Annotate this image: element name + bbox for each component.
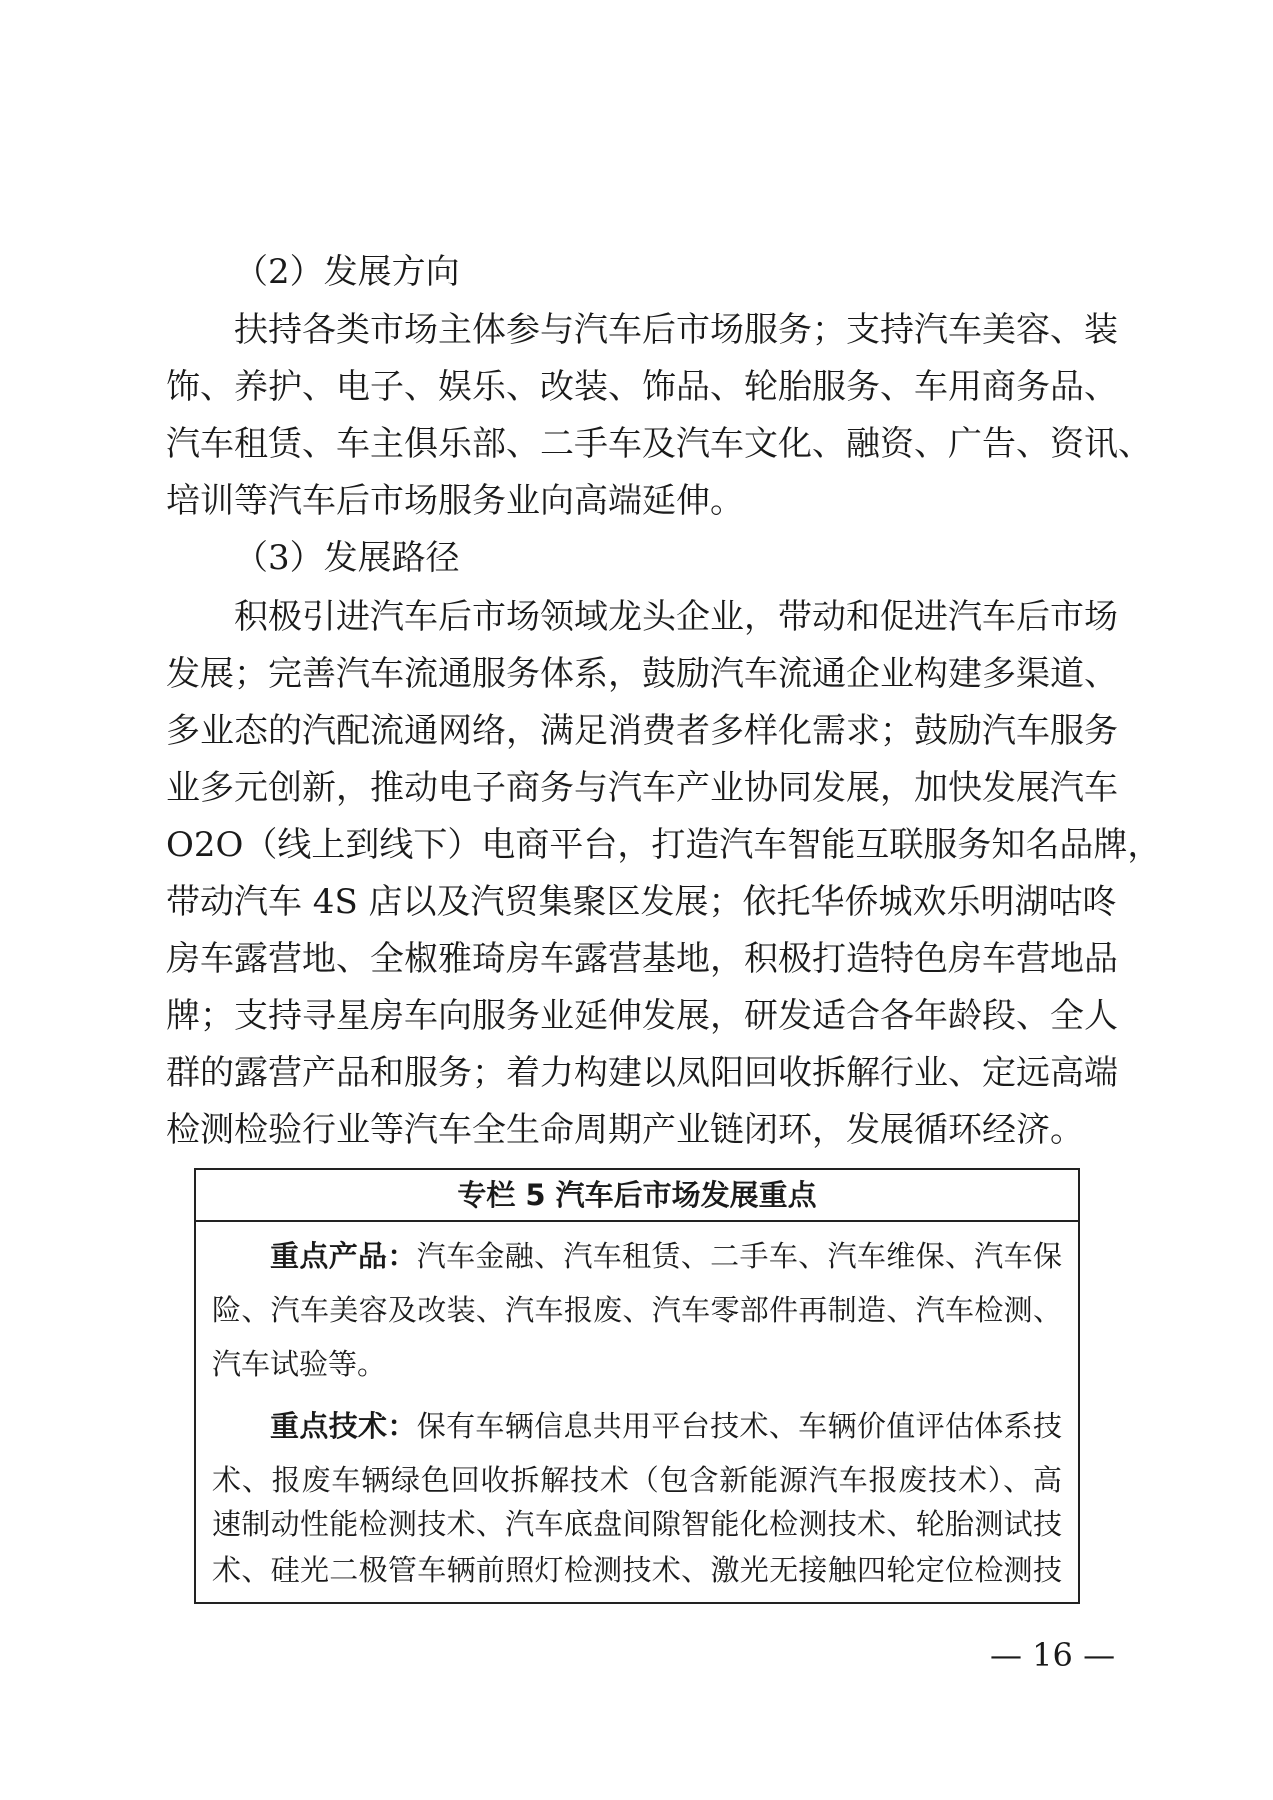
key-products-line <box>270 1236 1062 1276</box>
key-products-term: 重点产品： <box>270 1239 417 1273</box>
paragraph-line: 牌；支持寻星房车向服务业延伸发展，研发适合各年龄段、全人 <box>166 996 1118 1036</box>
key-products-line: 险、汽车美容及改装、汽车报废、汽车零部件再制造、汽车检测、 <box>212 1293 1062 1327</box>
paragraph-line: 检测检验行业等汽车全生命周期产业链闭环，发展循环经济。 <box>166 1110 1084 1150</box>
paragraph-line: 扶持各类市场主体参与汽车后市场服务；支持汽车美容、装 <box>234 310 1118 350</box>
key-products-line: 汽车试验等。 <box>212 1347 387 1381</box>
key-technologies-line <box>270 1406 1062 1446</box>
paragraph-line: 群的露营产品和服务；着力构建以凤阳回收拆解行业、定远高端 <box>166 1053 1118 1093</box>
feature-column-box <box>194 1168 1080 1604</box>
section-heading-path: （3）发展路径 <box>234 538 460 578</box>
key-technologies-line: 速制动性能检测技术、汽车底盘间隙智能化检测技术、轮胎测试技 <box>212 1507 1062 1541</box>
section-heading-direction: （2）发展方向 <box>234 252 460 292</box>
key-technologies-text: 保有车辆信息共用平台技术、车辆价值评估体系技 <box>416 1409 1062 1443</box>
key-technologies-line: 术、硅光二极管车辆前照灯检测技术、激光无接触四轮定位检测技 <box>212 1553 1062 1587</box>
paragraph-line: O2O（线上到线下）电商平台，打造汽车智能互联服务知名品牌， <box>166 825 1162 865</box>
paragraph-line: 带动汽车 4S 店以及汽贸集聚区发展；依托华侨城欢乐明湖咕咚 <box>166 882 1117 922</box>
paragraph-line: 房车露营地、全椒雅琦房车露营基地，积极打造特色房车营地品 <box>166 939 1118 979</box>
key-technologies-line: 术、报废车辆绿色回收拆解技术（包含新能源汽车报废技术）、高 <box>212 1463 1062 1497</box>
paragraph-line: 多业态的汽配流通网络，满足消费者多样化需求；鼓励汽车服务 <box>166 711 1118 751</box>
paragraph-line: 培训等汽车后市场服务业向高端延伸。 <box>166 481 744 521</box>
paragraph-line: 业多元创新，推动电子商务与汽车产业协同发展，加快发展汽车 <box>166 768 1118 808</box>
key-products-text: 汽车金融、汽车租赁、二手车、汽车维保、汽车保 <box>416 1239 1062 1273</box>
page-number: — 16 — <box>990 1636 1116 1674</box>
key-technologies-term: 重点技术： <box>270 1409 417 1443</box>
paragraph-line: 饰、养护、电子、娱乐、改装、饰品、轮胎服务、车用商务品、 <box>166 367 1118 407</box>
box-title: 专栏 5 汽车后市场发展重点 <box>196 1170 1078 1222</box>
paragraph-line: 发展；完善汽车流通服务体系，鼓励汽车流通企业构建多渠道、 <box>166 654 1118 694</box>
paragraph-line: 积极引进汽车后市场领域龙头企业，带动和促进汽车后市场 <box>234 597 1118 637</box>
paragraph-line: 汽车租赁、车主俱乐部、二手车及汽车文化、融资、广告、资讯、 <box>166 424 1152 464</box>
